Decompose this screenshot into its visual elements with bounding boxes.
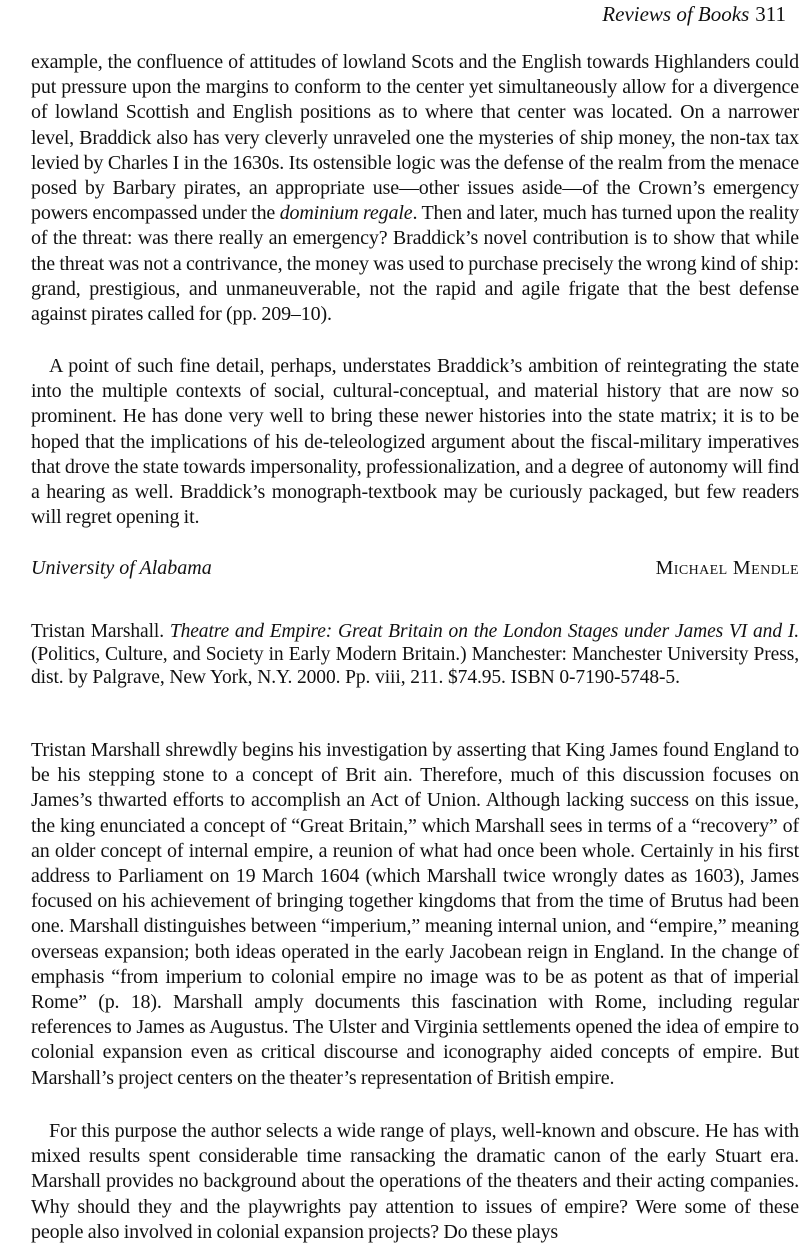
reviewer-affiliation: University of Alabama — [31, 557, 212, 579]
review2-paragraph-1: Tristan Marshall shrewdly begins his investigation by asserting that King James found England to be his stepping stone to a concept of Brit ain. Therefore, much of this discussion focuses on James’s thwarted efforts to accomplish an Act of Union. Although lacking success on this issue, the king enunciated a concept of “Great Britain,” which Marshall sees in terms of a “recovery” of an older concept of internal empire, a reunion of what had once been whole. Certainly in his first address to Parliament on 19 March 1604 (which Marshall twice wrongly dates as 1603), James focused on his achievement of bringing together kingdoms that from the time of Brutus had been one. Marshall distinguishes between “imperium,” meaning internal union, and “empire,” meaning overseas expansion; both ideas operated in the early Jacobean reign in England. In the change of emphasis “from imperium to colonial empire no image was to be as potent as that of imperial Rome” (p. 18). Marshall amply documents this fascination with Rome, including regular references to James as Augustus. The Ulster and Virginia settlements opened the idea of empire to colonial expansion even as critical discourse and iconography aided concepts of empire. But Marshall’s project centers on the theater’s representation of British empire. — [31, 739, 799, 1089]
reviewer-name: Michael Mendle — [655, 557, 799, 579]
review1-paragraph-1-end: . Then and later, much has turned upon the reality of the threat: was there really an emergency? Braddick’s novel contribution is to show that while the threat was not a contrivance, the money was used to purchase precisely the wrong kind of ship: grand, prestigious, and unmaneuverable, not the rapid and agile frigate that the best defense against pirates called for (pp. 209–10). — [31, 202, 800, 326]
running-head — [602, 0, 786, 28]
review1-paragraph-1-text: example, the confluence of attitudes of lowland Scots and the English towards Highlanders could put pressure upon the margins to conform to the center yet simultaneously allow for a divergence of lowland Scottish and English positions as to where that center was located. On a narrower level, Braddick also has very cleverly unraveled one the mysteries of ship money, the non-tax tax levied by Charles I in the 1630s. Its ostensible logic was the defense of the realm from the menace posed by Barbary pirates, an appropriate use—other issues aside—of the Crown’s emergency powers encompassed under the — [31, 51, 799, 225]
page-number: 311 — [755, 2, 786, 26]
latin-term: dominium regale — [279, 202, 413, 225]
review2-paragraph-2: For this purpose the author selects a wide range of plays, well-known and obscure. He has with mixed results spent considerable time ransacking the dramatic canon of the early Stuart era. Marshall provides no background about the operations of the theaters and their acting companies. Why should they and the playwrights pay attention to issues of empire? Were some of these people also involved in colonial expansion projects? Do these plays — [31, 1120, 799, 1243]
review2-citation — [31, 620, 799, 689]
citation-title: Theatre and Empire: Great Britain on the London Stages under James VI and I. — [169, 621, 799, 642]
citation-author: Tristan Marshall. — [31, 621, 170, 642]
citation-publication: (Politics, Culture, and Society in Early Modern Britain.) Manchester: Manchester University Press, dist. by Palgrave, New York, N.Y. 2000. Pp. viii, 211. $74.95. ISBN 0-7190-5748-5. — [31, 644, 799, 688]
review2-body — [31, 738, 799, 1091]
review1-paragraph-2: A point of such fine detail, perhaps, understates Braddick’s ambition of reintegrating the state into the multiple contexts of social, cultural-conceptual, and material history that are now so prominent. He has done very well to bring these newer histories into the state matrix; it is to be hoped that the implications of his de-teleologized argument about the fiscal-military imperatives that drove the state towards impersonality, professionalization, and a degree of autonomy will find a hearing as well. Braddick’s monograph-textbook may be curiously packaged, but few readers will regret opening it. — [31, 355, 799, 529]
review2-body-2 — [31, 1119, 799, 1245]
journal-title: Reviews of Books — [602, 2, 750, 26]
review1-paragraph-1 — [31, 50, 799, 327]
review1-signature — [31, 555, 799, 581]
review1-body-2 — [31, 354, 799, 530]
review1-body — [31, 50, 799, 327]
